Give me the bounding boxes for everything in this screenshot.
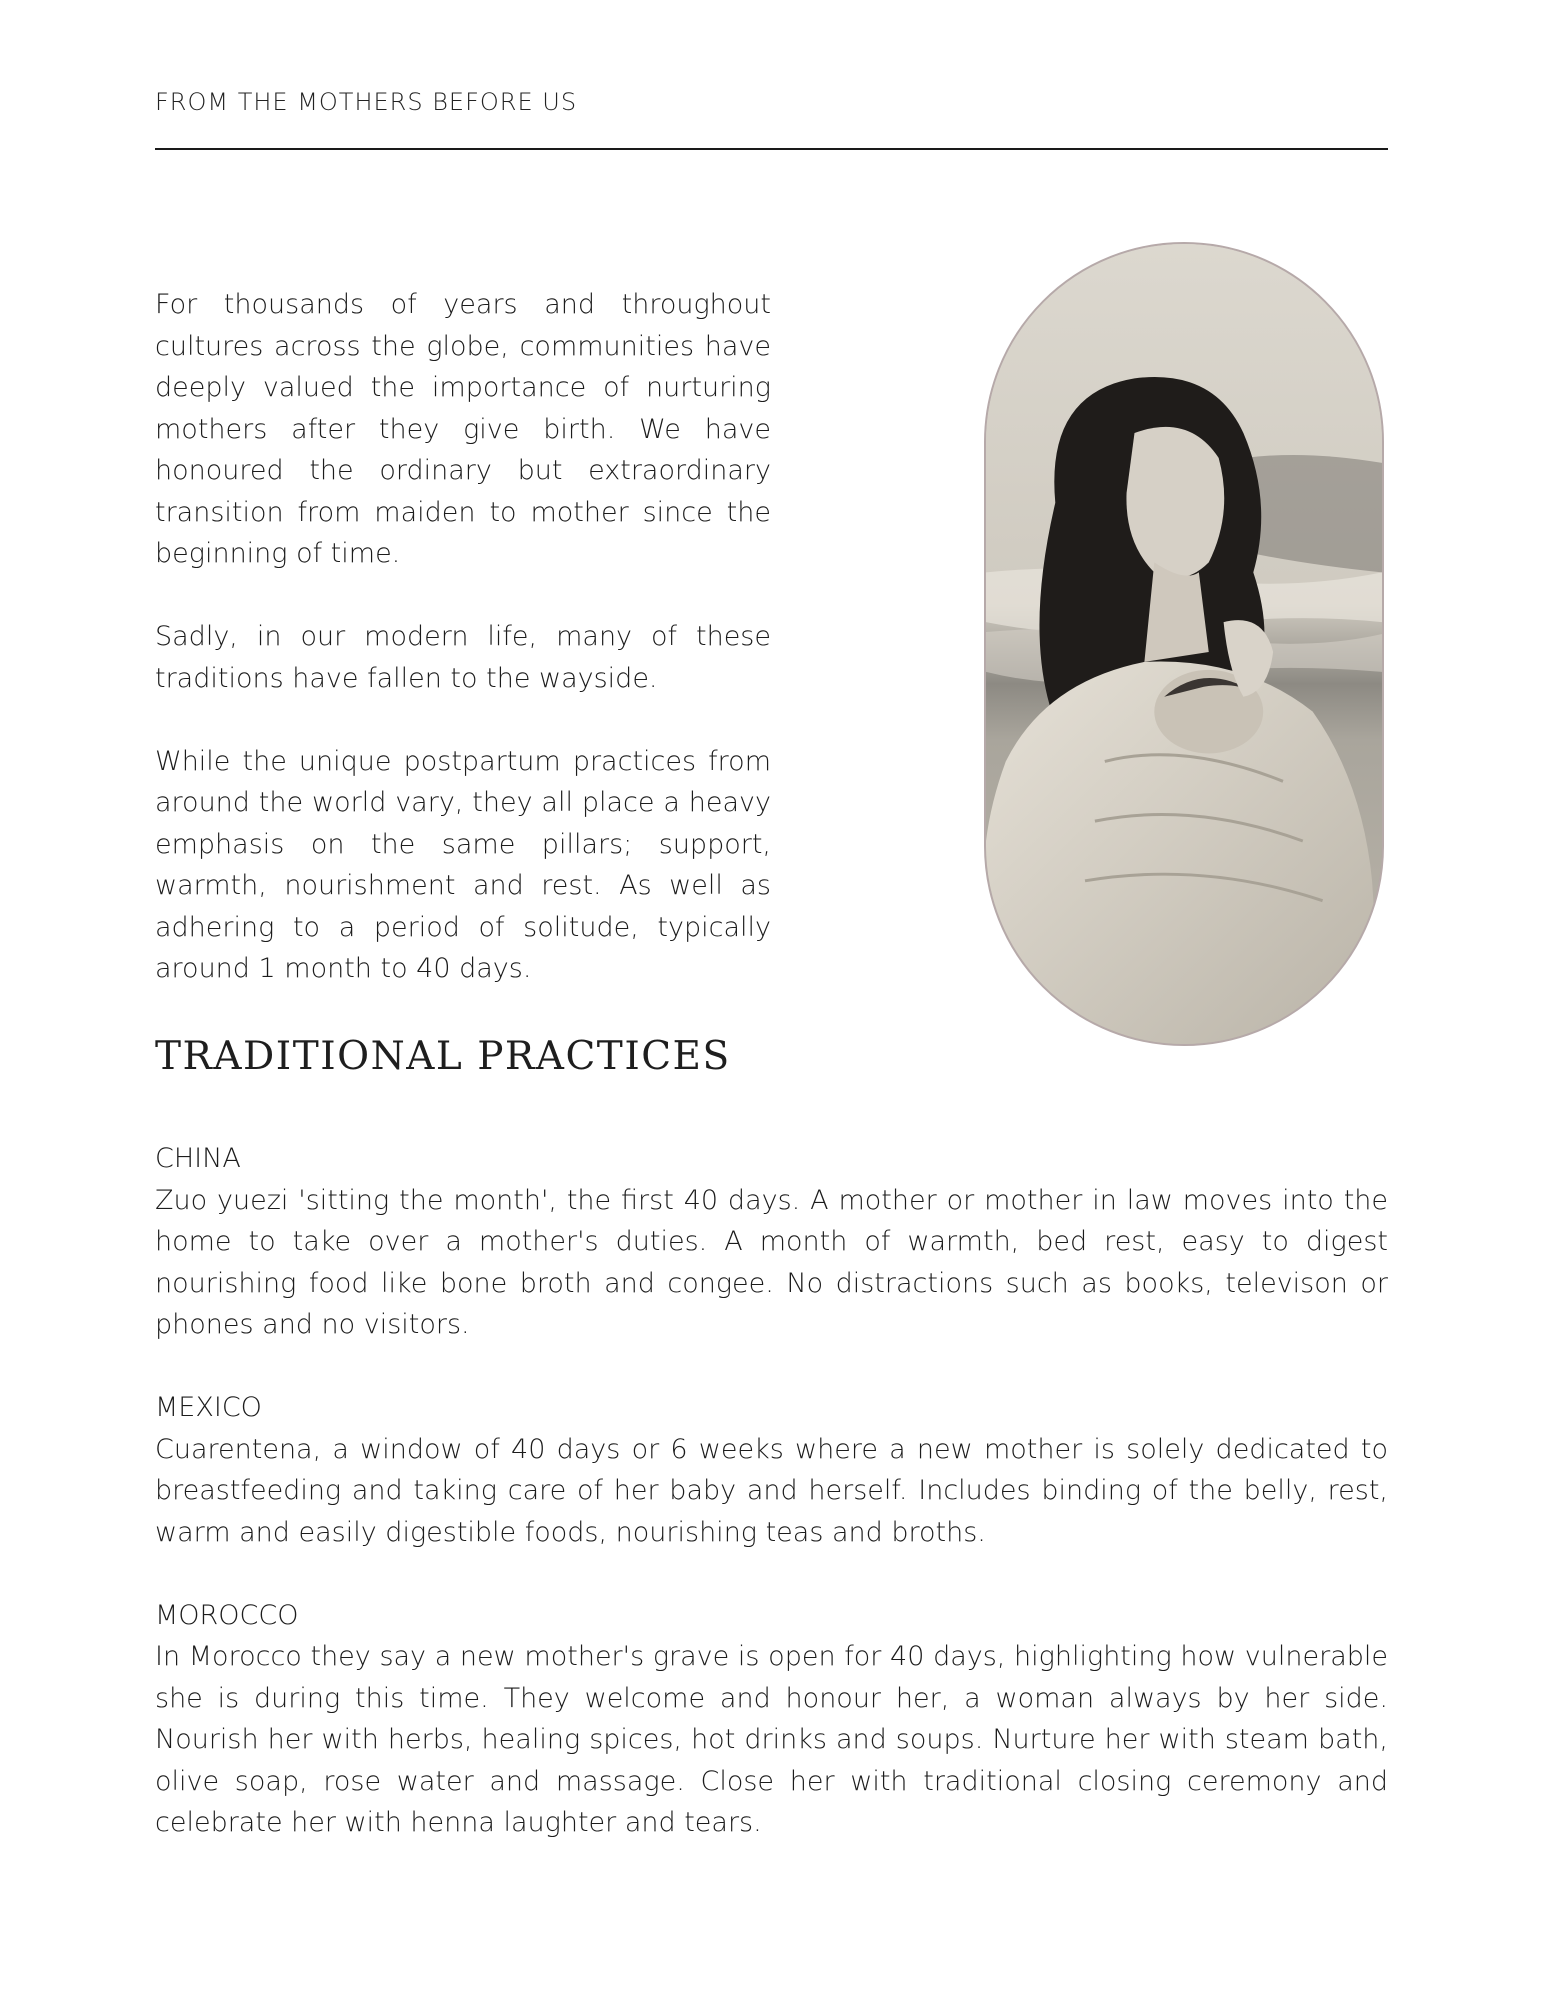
page-header: FROM THE MOTHERS BEFORE US bbox=[155, 88, 578, 116]
intro-paragraph-3: While the unique postpartum practices from around the world vary, they all place a heavy emphasis on the same pillars; support, warmth, nourishment and rest. As well as adhering to a period of solitude, typically around 1 month to 40 days. bbox=[155, 745, 771, 984]
header-divider bbox=[155, 148, 1388, 150]
section-title: TRADITIONAL PRACTICES bbox=[155, 1034, 731, 1079]
intro-paragraph-2: Sadly, in our modern life, many of these traditions have fallen to the wayside. bbox=[155, 621, 771, 694]
practice-morocco bbox=[155, 1595, 1388, 1844]
country-label: MOROCCO bbox=[155, 1599, 299, 1631]
practice-description: Zuo yuezi 'sitting the month', the first 40 days. A mother or mother in law moves into the home to take over a mother's duties. A month of warmth, bed rest, easy to digest nourishing food like bone broth and congee. No distractions such as books, televison or phones and no visitors. bbox=[155, 1184, 1388, 1340]
intro-text bbox=[155, 284, 771, 1031]
country-label: MEXICO bbox=[155, 1392, 262, 1423]
country-label: CHINA bbox=[155, 1143, 241, 1174]
practice-china bbox=[155, 1138, 1388, 1346]
photo-illustration bbox=[986, 244, 1382, 1044]
practice-description: Cuarentena, a window of 40 days or 6 weeks where a new mother is solely dedicated to breastfeeding and taking care of her baby and herself. Includes binding of the belly, rest, warm and easily digestible foods, nourishing teas and broths. bbox=[155, 1433, 1388, 1548]
mother-holding-baby-photo bbox=[984, 242, 1384, 1046]
practice-mexico bbox=[155, 1387, 1388, 1553]
practices-list bbox=[155, 1138, 1388, 1885]
practice-description: In Morocco they say a new mother's grave is open for 40 days, highlighting how vulnerable she is during this time. They welcome and honour her, a woman always by her side. Nourish her with herbs, healing spices, hot drinks and soups. Nurture her with steam bath, olive soap, rose water and massage. Close her with traditional closing ceremony and celebrate her with henna laughter and tears. bbox=[155, 1641, 1388, 1838]
intro-paragraph-1: For thousands of years and throughout cultures across the globe, communities have deeply valued the importance of nurturing mothers after they give birth. We have honoured the ordinary but extraordinary transition from maiden to mother since the beginning of time. bbox=[155, 289, 771, 569]
